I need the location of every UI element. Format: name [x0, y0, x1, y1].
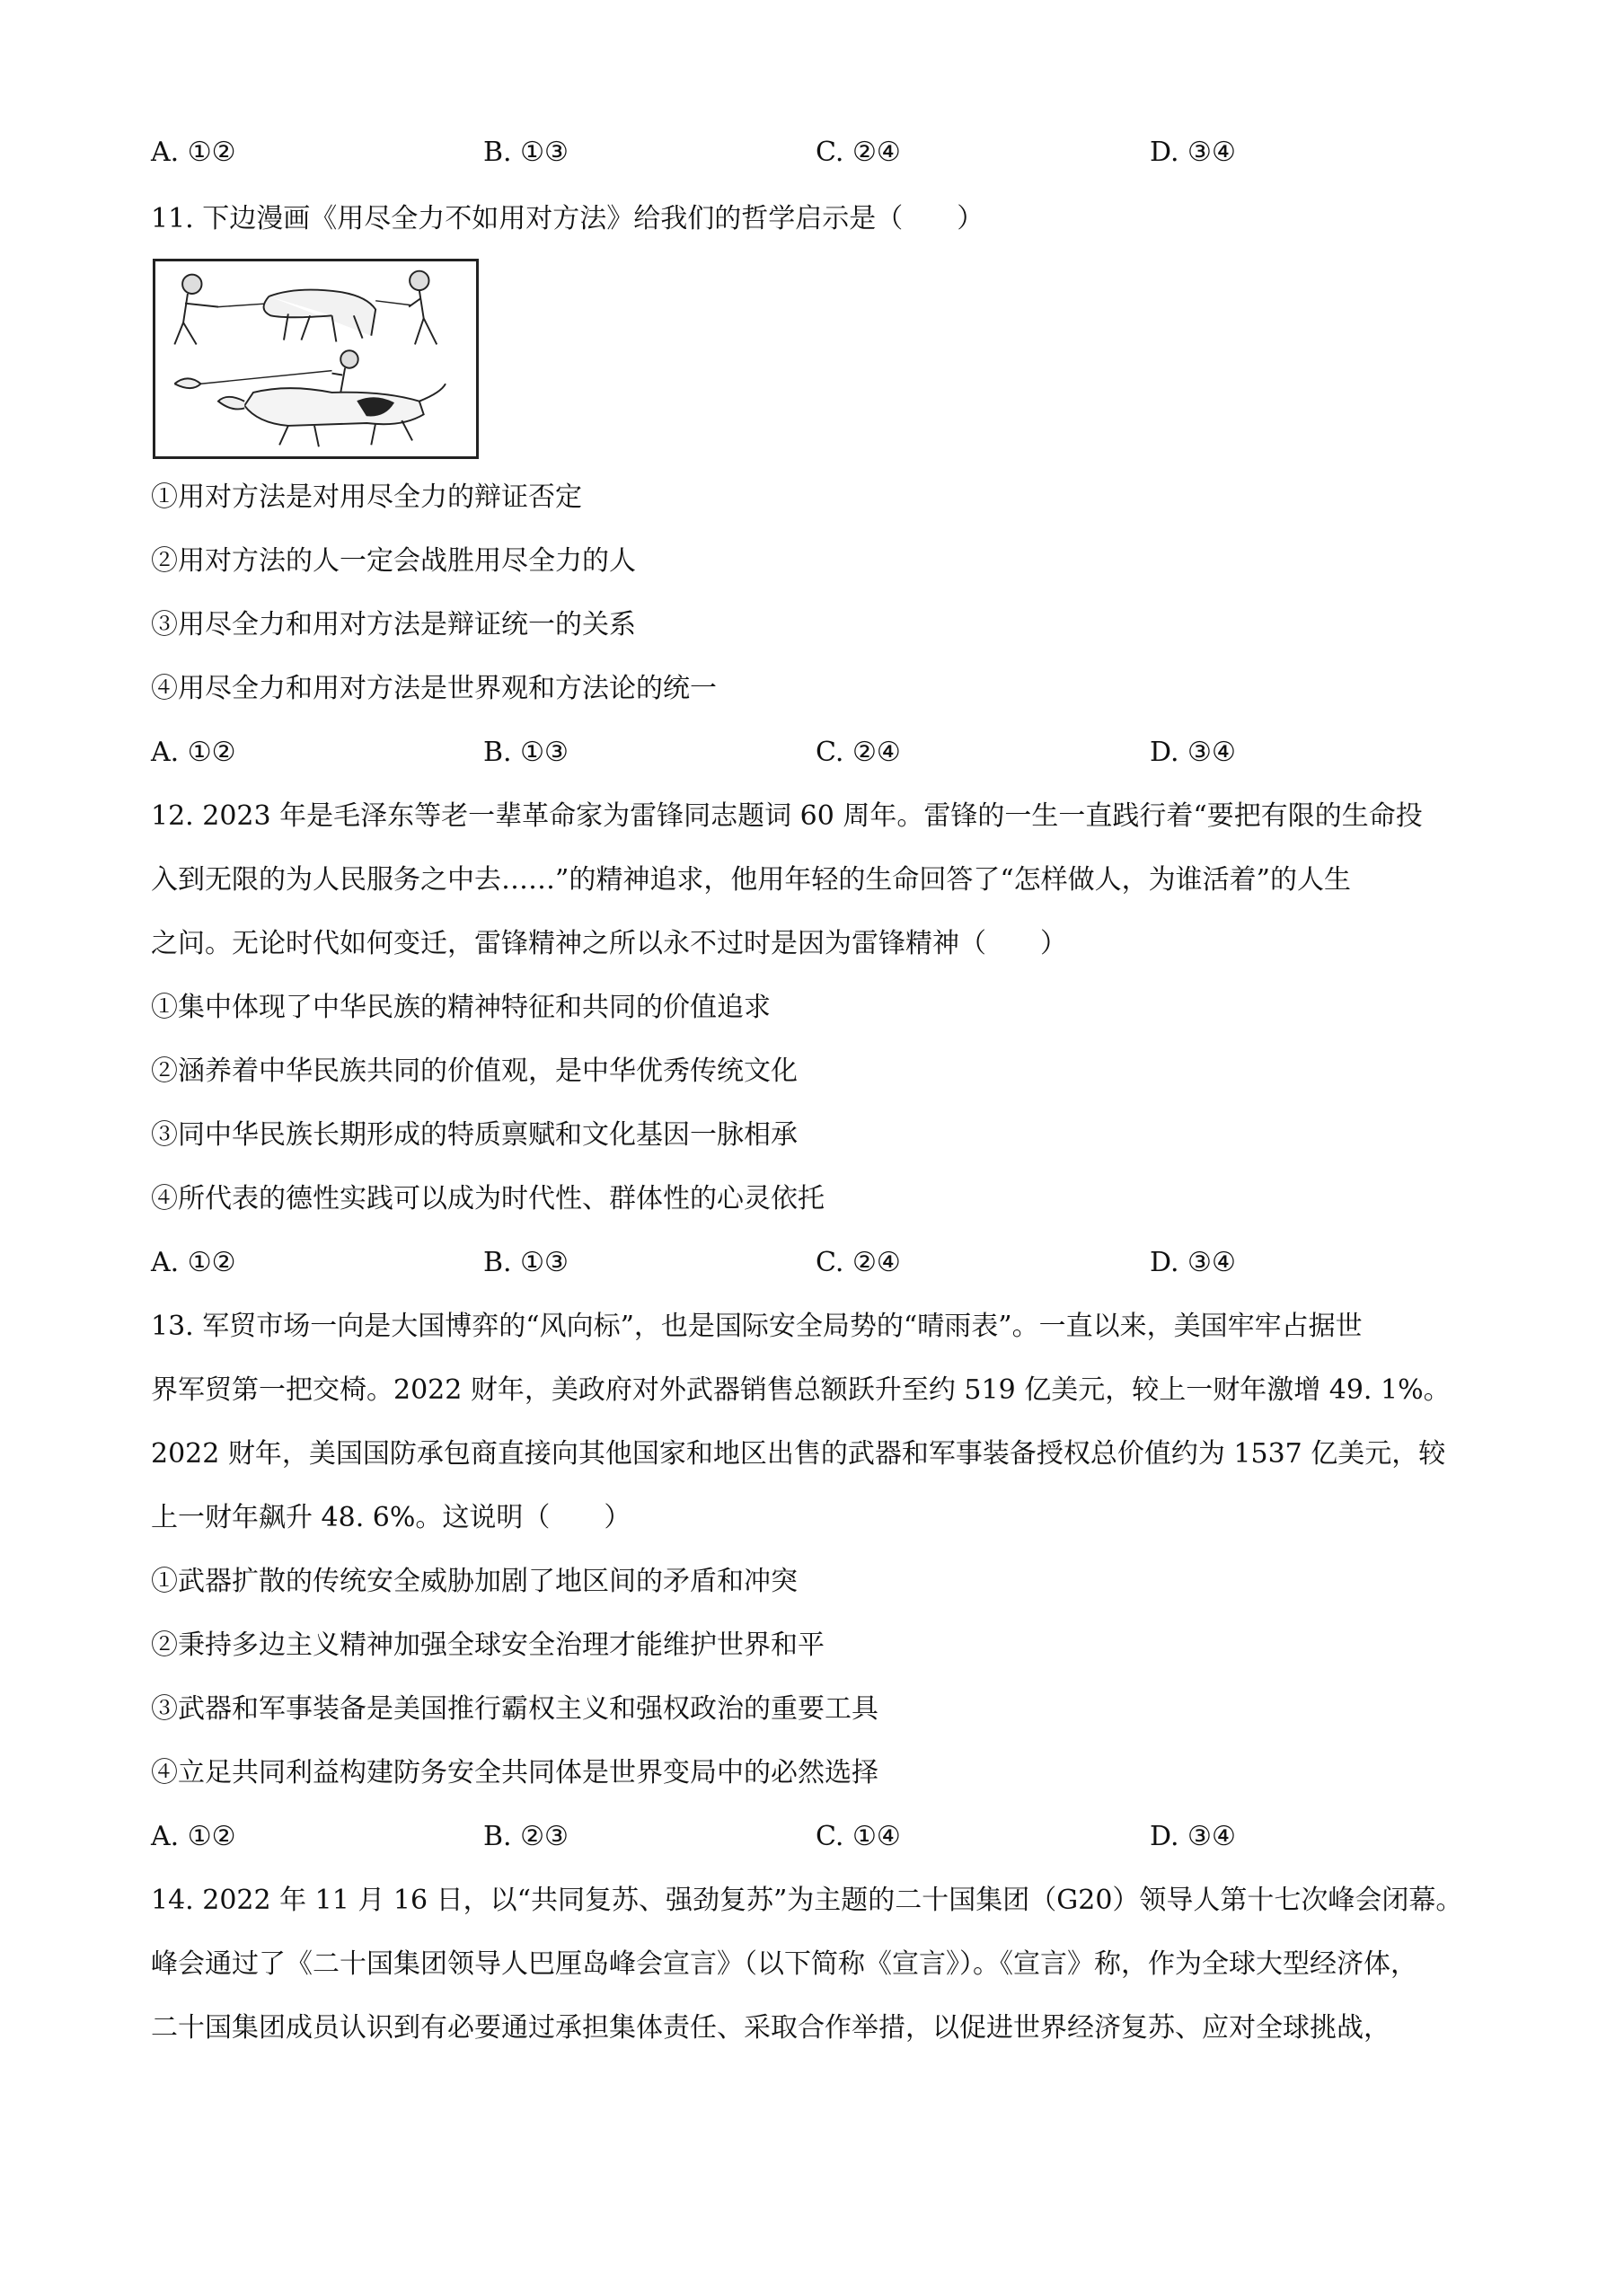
option-a: A. ①② [151, 737, 236, 768]
q11-statement-3: ③用尽全力和用对方法是辩证统一的关系 [151, 609, 636, 640]
option-b: B. ①③ [483, 737, 569, 768]
q11-statement-4: ④用尽全力和用对方法是世界观和方法论的统一 [151, 673, 717, 704]
option-d: D. ③④ [1150, 737, 1236, 768]
option-a: A. ①② [151, 1821, 236, 1852]
q12-stem-line-1: 12. 2023 年是毛泽东等老一辈革命家为雷锋同志题词 60 周年。雷锋的一生一直践行着“要把有限的生命投 [151, 800, 1423, 832]
q11-statement-2: ②用对方法的人一定会战胜用尽全力的人 [151, 545, 636, 577]
q13-statement-4: ④立足共同利益构建防务安全共同体是世界变局中的必然选择 [151, 1757, 878, 1788]
cartoon-illustration [153, 259, 479, 459]
q13-options [151, 1819, 1498, 1855]
option-c: C. ②④ [816, 737, 901, 768]
q11-options [151, 735, 1498, 771]
q13-statement-1: ①武器扩散的传统安全威胁加剧了地区间的矛盾和冲突 [151, 1566, 798, 1597]
q12-stem-line-2: 入到无限的为人民服务之中去……”的精神追求，他用年轻的生命回答了“怎样做人，为谁活着”的人生 [151, 864, 1352, 896]
q11-statement-1: ①用对方法是对用尽全力的辩证否定 [151, 481, 582, 513]
option-a: A. ①② [151, 137, 236, 168]
q13-statement-2: ②秉持多边主义精神加强全球安全治理才能维护世界和平 [151, 1629, 825, 1661]
q12-statement-1: ①集中体现了中华民族的精神特征和共同的价值追求 [151, 992, 771, 1023]
q13-stem-line-3: 2022 财年，美国国防承包商直接向其他国家和地区出售的武器和军事装备授权总价值约为 1537 亿美元，较 [151, 1438, 1446, 1470]
q12-statement-2: ②涵养着中华民族共同的价值观，是中华优秀传统文化 [151, 1055, 798, 1087]
q12-statement-4: ④所代表的德性实践可以成为时代性、群体性的心灵依托 [151, 1183, 825, 1214]
option-d: D. ③④ [1150, 1247, 1236, 1278]
q12-stem-line-3: 之问。无论时代如何变迁，雷锋精神之所以永不过时是因为雷锋精神（ ） [151, 928, 1067, 959]
q13-statement-3: ③武器和军事装备是美国推行霸权主义和强权政治的重要工具 [151, 1693, 878, 1725]
q14-stem-line-3: 二十国集团成员认识到有必要通过承担集体责任、采取合作举措，以促进世界经济复苏、应对全球挑战， [151, 2012, 1390, 2044]
option-c: C. ①④ [816, 1821, 901, 1852]
q12-options [151, 1245, 1498, 1281]
option-d: D. ③④ [1150, 1821, 1236, 1852]
q11-stem: 11. 下边漫画《用尽全力不如用对方法》给我们的哲学启示是（ ） [151, 203, 984, 234]
q10-options [151, 135, 1498, 171]
option-c: C. ②④ [816, 1247, 901, 1278]
option-c: C. ②④ [816, 137, 901, 168]
option-d: D. ③④ [1150, 137, 1236, 168]
pulling-cow-cartoon [174, 271, 446, 447]
option-b: B. ②③ [483, 1821, 569, 1852]
q13-stem-line-4: 上一财年飙升 48. 6%。这说明（ ） [151, 1502, 631, 1533]
q13-stem-line-2: 界军贸第一把交椅。2022 财年，美政府对外武器销售总额跃升至约 519 亿美元，较上一财年激增 49. 1%。 [151, 1374, 1451, 1406]
option-b: B. ①③ [483, 1247, 569, 1278]
option-a: A. ①② [151, 1247, 236, 1278]
q14-stem-line-1: 14. 2022 年 11 月 16 日，以“共同复苏、强劲复苏”为主题的二十国集团（G20）领导人第十七次峰会闭幕。 [151, 1885, 1463, 1916]
q14-stem-line-2: 峰会通过了《二十国集团领导人巴厘岛峰会宣言》（以下简称《宣言》）。《宣言》称，作为全球大型经济体， [151, 1948, 1417, 1980]
q12-statement-3: ③同中华民族长期形成的特质禀赋和文化基因一脉相承 [151, 1119, 798, 1151]
q13-stem-line-1: 13. 军贸市场一向是大国博弈的“风向标”，也是国际安全局势的“晴雨表”。一直以来，美国牢牢占据世 [151, 1311, 1363, 1342]
option-b: B. ①③ [483, 137, 569, 168]
